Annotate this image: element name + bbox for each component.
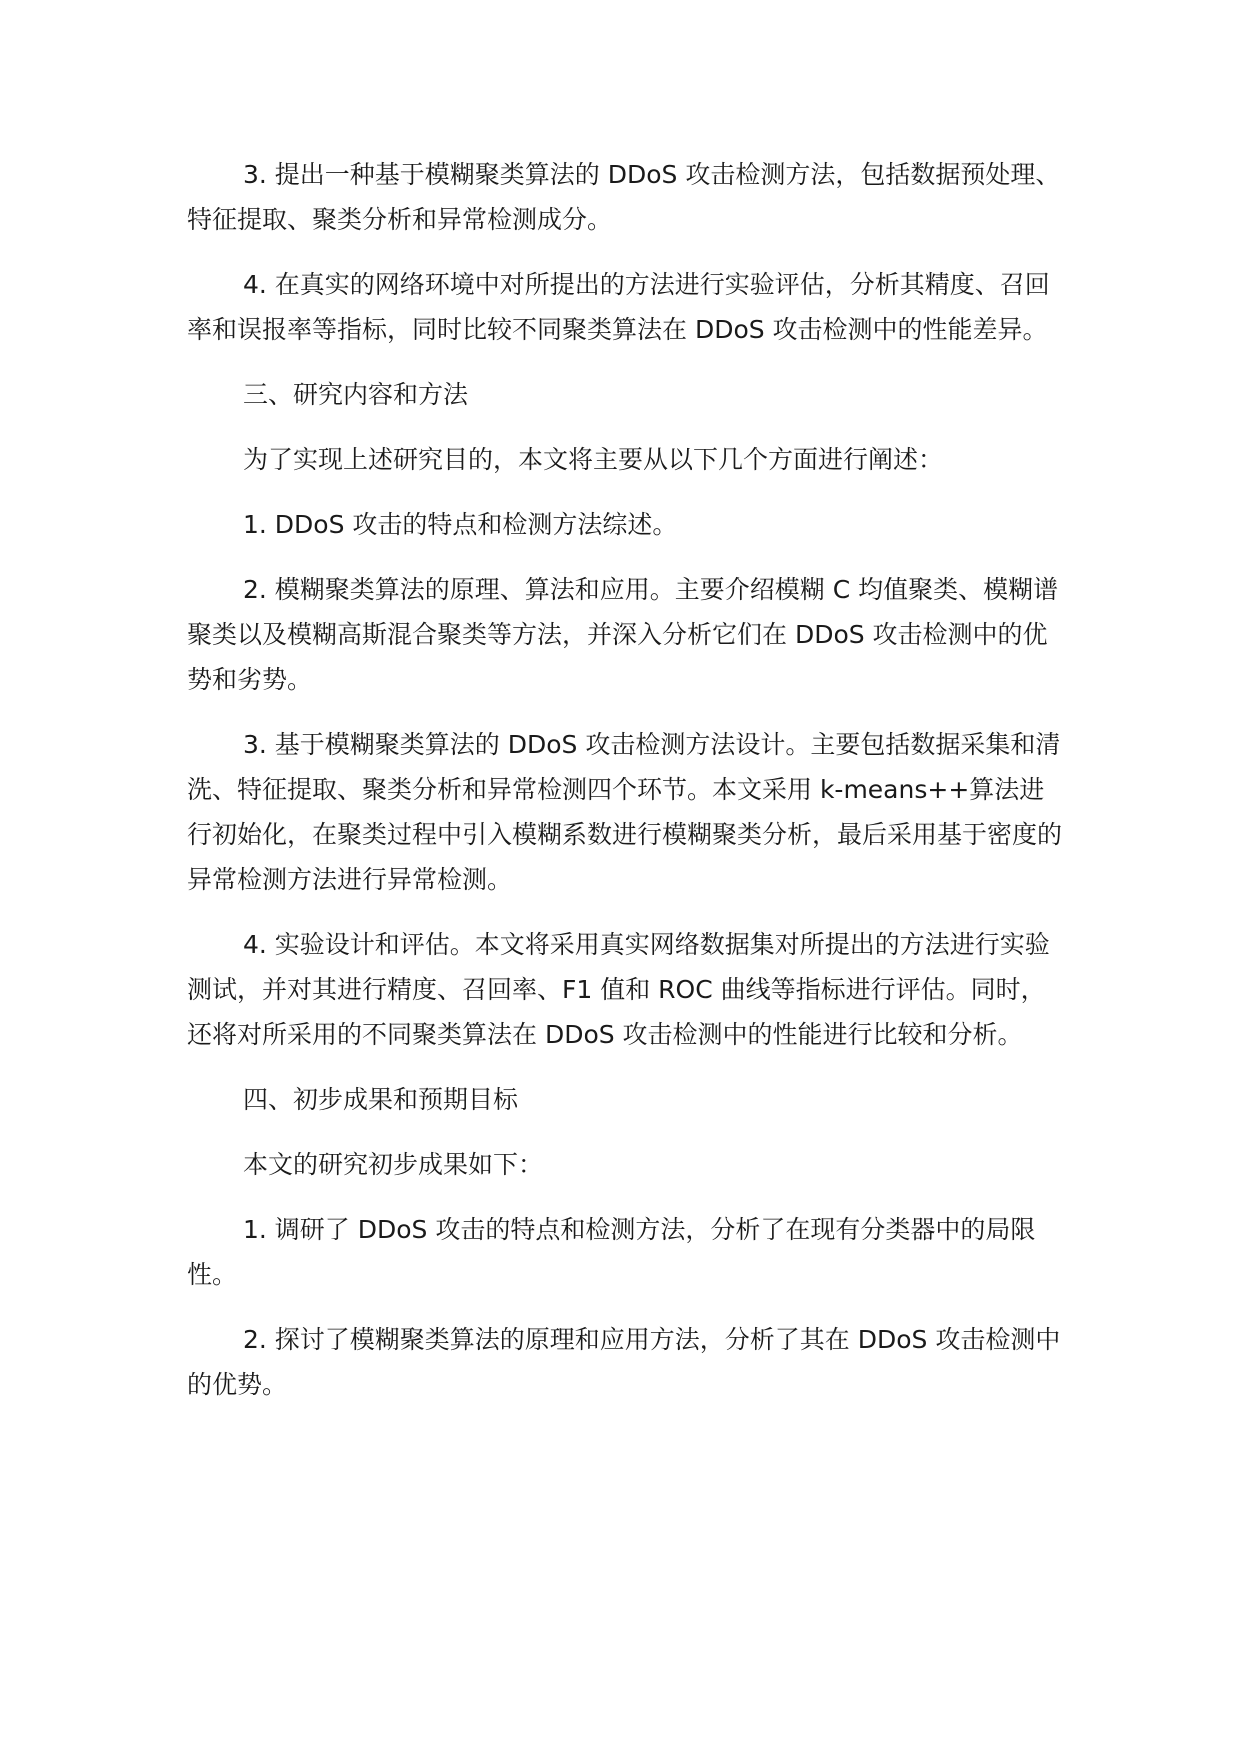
paragraph-objective-3: 3. 提出一种基于模糊聚类算法的 DDoS 攻击检测方法，包括数据预处理、特征提取、聚类分析和异常检测成分。 (187, 160, 1061, 234)
paragraph-intro-results: 本文的研究初步成果如下： (243, 1150, 544, 1179)
document-body (187, 152, 1067, 1427)
paragraph-content-4: 4. 实验设计和评估。本文将采用真实网络数据集对所提出的方法进行实验测试，并对其进行精度、召回率、F1 值和 ROC 曲线等指标进行评估。同时，还将对所采用的不同聚类算法在 DDoS 攻击检测中的性能进行比较和分析。 (187, 930, 1050, 1049)
section-heading-preliminary-results: 四、初步成果和预期目标 (243, 1085, 519, 1114)
paragraph-objective-4: 4. 在真实的网络环境中对所提出的方法进行实验评估，分析其精度、召回率和误报率等指标，同时比较不同聚类算法在 DDoS 攻击检测中的性能差异。 (187, 270, 1050, 344)
paragraph-result-2: 2. 探讨了模糊聚类算法的原理和应用方法，分析了其在 DDoS 攻击检测中的优势。 (187, 1325, 1061, 1399)
section-heading-research-content: 三、研究内容和方法 (243, 380, 469, 409)
paragraph-result-1: 1. 调研了 DDoS 攻击的特点和检测方法，分析了在现有分类器中的局限性。 (187, 1215, 1036, 1289)
paragraph-content-3: 3. 基于模糊聚类算法的 DDoS 攻击检测方法设计。主要包括数据采集和清洗、特征提取、聚类分析和异常检测四个环节。本文采用 k-means++算法进行初始化，在聚类过程中引入模糊系数进行模糊聚类分析，最后采用基于密度的异常检测方法进行异常检测。 (187, 730, 1063, 894)
paragraph-content-2: 2. 模糊聚类算法的原理、算法和应用。主要介绍模糊 C 均值聚类、模糊谱聚类以及模糊高斯混合聚类等方法，并深入分析它们在 DDoS 攻击检测中的优势和劣势。 (187, 575, 1059, 694)
paragraph-intro-research-content: 为了实现上述研究目的，本文将主要从以下几个方面进行阐述： (243, 445, 944, 474)
paragraph-content-1: 1. DDoS 攻击的特点和检测方法综述。 (243, 510, 678, 539)
